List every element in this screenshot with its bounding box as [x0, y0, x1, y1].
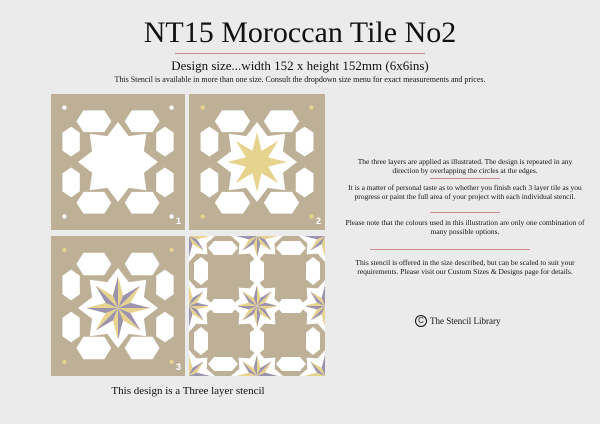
layer-number-2: 2 — [315, 216, 321, 226]
design-size: Design size...width 152 x height 152mm (6x6ins) — [171, 58, 429, 73]
registration-circle — [200, 105, 204, 109]
hexagon-cutout — [125, 192, 160, 214]
hexagon-cutout — [62, 127, 79, 157]
hexagon-cutout — [306, 327, 320, 355]
hexagon-cutout — [125, 110, 160, 132]
hexagon-cutout — [296, 127, 314, 157]
availability-note: This Stencil is available in more than one size. Consult the dropdown size menu for exact measurements and prices. — [114, 75, 486, 84]
hexagon-cutout — [76, 337, 111, 359]
stencil-layer-3 — [51, 236, 185, 376]
registration-circle — [62, 360, 66, 364]
stencil-layer-1 — [51, 94, 185, 230]
registration-circle — [169, 360, 173, 364]
hexagon-cutout — [306, 257, 320, 285]
hexagon-cutout — [215, 110, 250, 132]
hexagon-cutout — [264, 110, 299, 132]
divider — [430, 178, 500, 179]
hexagon-cutout — [276, 357, 306, 371]
hexagon-cutout — [156, 167, 173, 197]
hexagon-cutout — [276, 299, 306, 313]
registration-circle — [169, 105, 173, 109]
logo-text: The Stencil Library — [430, 316, 501, 326]
hexagon-cutout — [264, 192, 299, 214]
layer-caption: This design is a Three layer stencil — [111, 385, 265, 397]
repeated-pattern-preview — [189, 236, 325, 376]
divider — [370, 249, 530, 250]
hexagon-cutout — [156, 270, 173, 301]
layer-number-3: 3 — [175, 362, 181, 372]
hexagon-cutout — [201, 127, 219, 157]
info-paragraph-3: Please note that the colours used in this illustration are only one combination of many possible options. — [345, 218, 585, 236]
registration-circle — [200, 214, 204, 218]
hexagon-cutout — [76, 110, 111, 132]
page-title: NT15 Moroccan Tile No2 — [143, 16, 457, 49]
registration-circle — [62, 214, 66, 218]
hexagon-cutout — [125, 253, 160, 275]
hexagon-cutout — [276, 241, 306, 255]
info-paragraph-1: The three layers are applied as illustrated. The design is repeated in any direction by overlapping the circles at the edges. — [357, 157, 573, 175]
hexagon-cutout — [296, 167, 314, 197]
hexagon-cutout — [76, 253, 111, 275]
hexagon-cutout — [125, 337, 160, 359]
registration-circle — [309, 214, 313, 218]
hexagon-cutout — [62, 270, 79, 301]
hexagon-cutout — [62, 167, 79, 197]
info-paragraph-2: It is a matter of personal taste as to whether you finish each 3 layer tile as you progress or paint the full area of your project with each individual stencil. — [348, 183, 582, 201]
hexagon-cutout — [194, 327, 208, 355]
hexagon-cutout — [201, 167, 219, 197]
divider — [430, 212, 500, 213]
hexagon-cutout — [208, 241, 238, 255]
hexagon-cutout — [215, 192, 250, 214]
hexagon-cutout — [208, 299, 238, 313]
registration-circle — [169, 214, 173, 218]
registration-circle — [62, 248, 66, 252]
hexagon-cutout — [194, 257, 208, 285]
registration-circle — [62, 105, 66, 109]
info-paragraph-4: This stencil is offered in the size described, but can be scaled to suit your requirements. Please visit our Custom Sizes & Designs page for details. — [355, 258, 575, 276]
hexagon-cutout — [156, 127, 173, 157]
layer-number-1: 1 — [175, 216, 181, 226]
hexagon-cutout — [76, 192, 111, 214]
hexagon-cutout — [156, 312, 173, 343]
hexagon-cutout — [250, 257, 264, 285]
copyright-icon: C — [415, 315, 427, 327]
hexagon-cutout — [62, 312, 79, 343]
hexagon-cutout — [250, 327, 264, 355]
eight-point-star — [78, 122, 158, 202]
registration-circle — [169, 248, 173, 252]
stencil-library-logo — [415, 315, 500, 327]
stencil-layer-2 — [189, 94, 325, 230]
title-divider — [175, 53, 425, 54]
hexagon-cutout — [208, 357, 238, 371]
eight-point-star — [227, 132, 287, 192]
registration-circle — [309, 105, 313, 109]
